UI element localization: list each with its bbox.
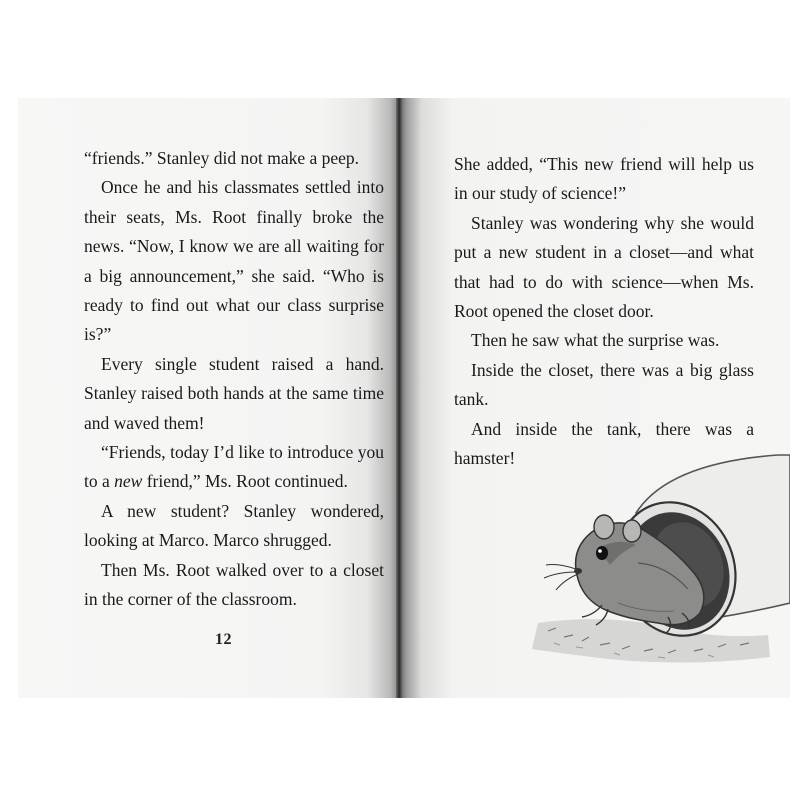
paragraph: “friends.” Stanley did not make a peep. <box>84 148 360 168</box>
hamster-illustration <box>518 453 790 673</box>
paragraph: And inside the tank, there was a hamster! <box>454 418 754 469</box>
right-page-text <box>454 150 754 473</box>
italic-word: new <box>114 471 143 492</box>
paragraph: Then Ms. Root walked over to a closet in the corner of the classroom. <box>84 559 384 610</box>
book-spread <box>18 98 790 698</box>
left-page-text <box>84 144 384 615</box>
paragraph: Stanley was wondering why she would put a new student in a closet—and what that had to do with science—when Ms. Root opened the closet door. <box>454 212 754 322</box>
page-number: 12 <box>215 631 232 648</box>
paragraph: Once he and his classmates settled into their seats, Ms. Root finally broke the news. “Now, I know we are all waiting for a big announcement,” she said. “Who is ready to find out what our class surprise is?” <box>84 177 384 345</box>
book-gutter <box>396 98 402 698</box>
left-page <box>18 98 398 698</box>
paragraph: Every single student raised a hand. Stanley raised both hands at the same time and waved them! <box>84 353 384 433</box>
paragraph: A new student? Stanley wondered, looking at Marco. Marco shrugged. <box>84 500 384 551</box>
paragraph: She added, “This new friend will help us in our study of science!” <box>454 154 754 204</box>
right-page <box>398 98 790 698</box>
text-run: friend,” Ms. Root continued. <box>142 471 348 492</box>
text-run: “Friends, today I’d like to introduce you to a <box>84 442 384 492</box>
paragraph <box>84 438 384 497</box>
paragraph: Then he saw what the surprise was. <box>471 330 720 351</box>
paragraph: Inside the closet, there was a big glass tank. <box>454 359 754 410</box>
